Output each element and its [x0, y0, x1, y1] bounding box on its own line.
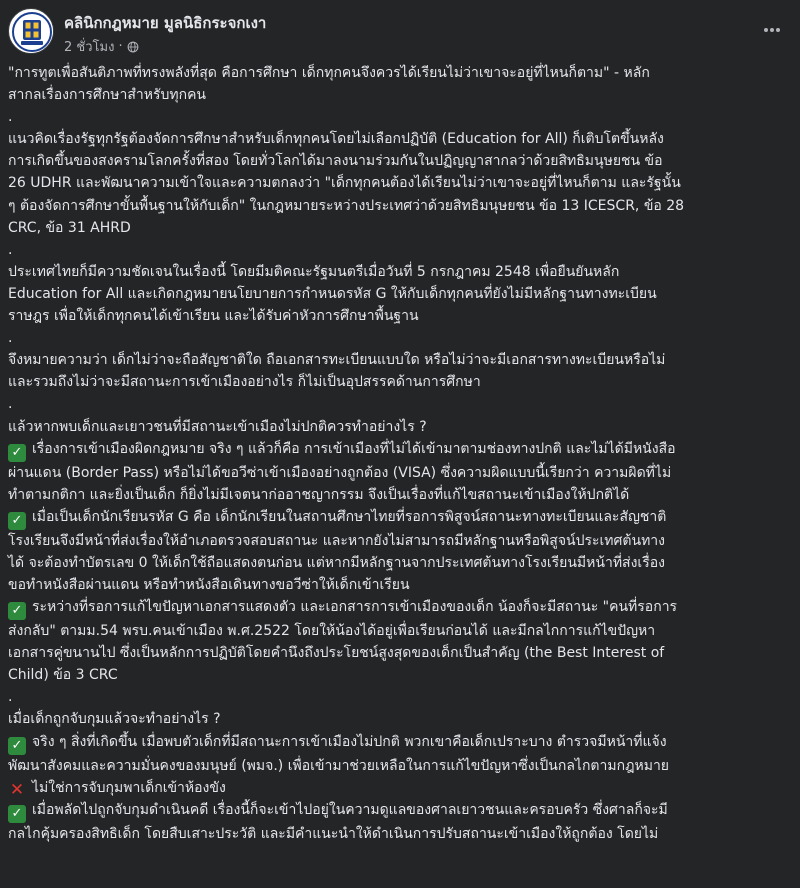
post-text-line — [8, 393, 782, 415]
post-text-line — [8, 195, 782, 217]
post-text: การเกิดขึ้นของสงครามโลกครั้งที่สอง โดยทั่วโลกได้มาลงนามร่วมกันในปฏิญญาสากลว่าด้วยสิทธิมนุษยชน ข้อ — [8, 153, 663, 170]
post-text: ประเทศไทยก็มีความชัดเจนในเรื่องนี้ โดยมีมติคณะรัฐมนตรีเมื่อวันที่ 5 กรกฎาคม 2548 เพื่อยืนยันหลัก — [8, 263, 620, 280]
post-text-line — [8, 128, 782, 150]
post-text-line — [8, 484, 782, 506]
post-text: กลไกคุ้มครองสิทธิเด็ก โดยสืบเสาะประวัติ และมีคำแนะนำให้ดำเนินการปรับสถานะเข้าเมืองให้ถูกต้อง โดยไม่ — [8, 825, 659, 842]
post-text-line — [8, 574, 782, 596]
post-text-line — [8, 708, 782, 730]
post-text-line — [8, 305, 782, 327]
post-text-line — [8, 62, 782, 84]
post-text-line — [8, 172, 782, 194]
post-time[interactable]: 2 ชั่วโมง — [64, 40, 115, 55]
check-mark-icon: ✓ — [8, 602, 26, 620]
check-mark-icon: ✓ — [8, 737, 26, 755]
post-text: Child) ข้อ 3 CRC — [8, 667, 118, 684]
post-text: เมื่อพลัดไปถูกจับกุมดำเนินคดี เรื่องนี้ก็จะเข้าไปอยู่ในความดูแลของศาลเยาวชนและครอบครัว ซึ่งศาลก็จะมี — [32, 801, 668, 818]
post-text: . — [8, 689, 13, 706]
post-text-line — [8, 349, 782, 371]
post-text-line — [8, 438, 782, 462]
post-text: ได้ จะต้องทำบัตรเลข 0 ให้เด็กใช้ถือแสดงตนก่อน แต่หากมีหลักฐานจากประเทศต้นทางโรงเรียนมีหน้าที่ส่งเรื่อง — [8, 554, 665, 571]
post-text-line — [8, 823, 782, 845]
post-text-line — [8, 731, 782, 755]
post-text-line — [8, 777, 782, 799]
post-text-line — [8, 106, 782, 128]
post-text: ขอทำหนังสือผ่านแดน หรือทำหนังสือเดินทางขอวีซ่าให้เด็กเข้าเรียน — [8, 576, 410, 593]
post-text-line — [8, 150, 782, 172]
post-body — [8, 62, 782, 845]
post-text: เมื่อเป็นเด็กนักเรียนรหัส G คือ เด็กนักเรียนในสถานศึกษาไทยที่รอการพิสูจน์สถานะทางทะเบียนและสัญชาติ — [32, 508, 667, 525]
post-text: 26 UDHR และพัฒนาความเข้าใจและความตกลงว่า "เด็กทุกคนต้องได้เรียนไม่ว่าเขาจะอยู่ที่ไหนก็ตาม และรัฐนั้น — [8, 175, 681, 192]
post-text: ระหว่างที่รอการแก้ไขปัญหาเอกสารแสดงตัว และเอกสารการเข้าเมืองของเด็ก น้องก็จะมีสถานะ "คนที่รอการ — [32, 599, 678, 616]
foundation-logo-icon — [9, 9, 54, 54]
post-text: . — [8, 330, 13, 347]
post-text-line — [8, 799, 782, 823]
post-text: พัฒนาสังคมและความมั่นคงของมนุษย์ (พมจ.) เพื่อเข้ามาช่วยเหลือในการแก้ไขปัญหาซึ่งเป็นกลไกตามกฎหมาย — [8, 757, 670, 774]
post-text: Education for All และเกิดกฎหมายนโยบายการกำหนดรหัส G ให้กับเด็กทุกคนที่ยังไม่มีหลักฐานทางทะเบียน — [8, 285, 657, 302]
post-text: . — [8, 396, 13, 413]
post-text-line — [8, 686, 782, 708]
post-text: CRC, ข้อ 31 AHRD — [8, 219, 131, 236]
post-text-line — [8, 620, 782, 642]
post-text: ผ่านแดน (Border Pass) หรือไม่ได้ขอวีซ่าเข้าเมืองอย่างถูกต้อง (VISA) ซึ่งความผิดแบบนี้เรียกว่า ความผิดที่ไม่ — [8, 464, 672, 481]
check-mark-icon: ✓ — [8, 805, 26, 823]
cross-mark-icon: ✕ — [9, 779, 25, 800]
page-avatar[interactable] — [8, 8, 54, 54]
post-text-line — [8, 530, 782, 552]
post-text-line — [8, 217, 782, 239]
post-text: ทำตามกติกา และยิ่งเป็นเด็ก ก็ยิ่งไม่มีเจตนาก่ออาชญากรรม จึงเป็นเรื่องที่แก้ไขสถานะเข้าเมืองให้ปกติได้ — [8, 486, 630, 503]
post-text-line — [8, 327, 782, 349]
post-text: แนวคิดเรื่องรัฐทุกรัฐต้องจัดการศึกษาสำหรับเด็กทุกคนโดยไม่เลือกปฏิบัติ (Education for All) ก็เติบโตขึ้นหลัง — [8, 131, 664, 148]
post-text-line — [8, 664, 782, 686]
post-text-line — [8, 642, 782, 664]
post-text-line — [8, 755, 782, 777]
post-text: จึงหมายความว่า เด็กไม่ว่าจะถือสัญชาติใด ถือเอกสารทะเบียนแบบใด หรือไม่ว่าจะมีเอกสารทางทะเบียนหรือไม่ — [8, 352, 666, 369]
post-text: ๆ ต้องจัดการศึกษาขั้นพื้นฐานให้กับเด็ก" ในกฎหมายระหว่างประเทศว่าด้วยสิทธิมนุษยชน ข้อ 13 ICESCR, ข้อ 28 — [8, 197, 685, 214]
post-header — [0, 0, 800, 62]
post-text: โรงเรียนจึงมีหน้าที่ส่งเรื่องให้อำเภอตรวจสอบสถานะ และหากยังไม่สามารถมีหลักฐานหรือพิสูจน์ประเทศต้นทาง — [8, 532, 666, 549]
post-text: . — [8, 241, 13, 258]
post-text: เรื่องการเข้าเมืองผิดกฎหมาย จริง ๆ แล้วก็คือ การเข้าเมืองที่ไม่ได้เข้ามาตามช่องทางปกติ และไม่ได้มีหนังสือ — [32, 440, 676, 457]
post-text: และรวมถึงไม่ว่าจะมีสถานะการเข้าเมืองอย่างไร ก็ไม่เป็นอุปสรรคด้านการศึกษา — [8, 374, 481, 391]
more-options-button[interactable] — [754, 12, 790, 48]
post-text-line — [8, 416, 782, 438]
post-text: เอกสารคู่ขนานไป ซึ่งเป็นหลักการปฏิบัติโดยคำนึงถึงประโยชน์สูงสุดของเด็กเป็นสำคัญ (the Best Interest of — [8, 645, 665, 662]
post-text: สากลเรื่องการศึกษาสำหรับทุกคน — [8, 87, 207, 104]
post-text-line — [8, 239, 782, 261]
post-text-line — [8, 261, 782, 283]
post-text-line — [8, 283, 782, 305]
globe-icon[interactable] — [127, 41, 139, 53]
post-text-line — [8, 552, 782, 574]
check-mark-icon: ✓ — [8, 444, 26, 462]
check-mark-icon: ✓ — [8, 512, 26, 530]
more-horizontal-icon — [762, 20, 782, 40]
post-text: ราษฎร เพื่อให้เด็กทุกคนได้เข้าเรียน และได้รับค่าหัวการศึกษาพื้นฐาน — [8, 308, 419, 325]
post-text: เมื่อเด็กถูกจับกุมแล้วจะทำอย่างไร ? — [8, 711, 221, 728]
post-text: "การทูตเพื่อสันติภาพที่ทรงพลังที่สุด คือการศึกษา เด็กทุกคนจึงควรได้เรียนไม่ว่าเขาจะอยู่ที่ไหนก็ตาม" - หลัก — [8, 65, 650, 81]
post-text: . — [8, 109, 13, 126]
post-text-line — [8, 596, 782, 620]
post-text: ส่งกลับ" ตามม.54 พรบ.คนเข้าเมือง พ.ศ.2522 โดยให้น้องได้อยู่เพื่อเรียนก่อนได้ และมีกลไกการแก้ไขปัญหา — [8, 623, 656, 640]
post-text: ไม่ใช่การจับกุมพาเด็กเข้าห้องขัง — [32, 779, 226, 796]
post-meta — [64, 36, 139, 57]
post-text-line — [8, 462, 782, 484]
post-text-line — [8, 371, 782, 393]
post-text: แล้วหากพบเด็กและเยาวชนที่มีสถานะเข้าเมืองไม่ปกติควรทำอย่างไร ? — [8, 418, 427, 435]
post-text-line — [8, 84, 782, 106]
meta-separator: · — [118, 39, 123, 54]
post-text: จริง ๆ สิ่งที่เกิดขึ้น เมื่อพบตัวเด็กที่มีสถานะการเข้าเมืองไม่ปกติ พวกเขาคือเด็กเปราะบาง ตำรวจมีหน้าที่แจ้ง — [32, 733, 667, 750]
post-text-line — [8, 506, 782, 530]
page-name[interactable]: คลินิกกฎหมาย มูลนิธิกระจกเงา — [64, 14, 267, 32]
